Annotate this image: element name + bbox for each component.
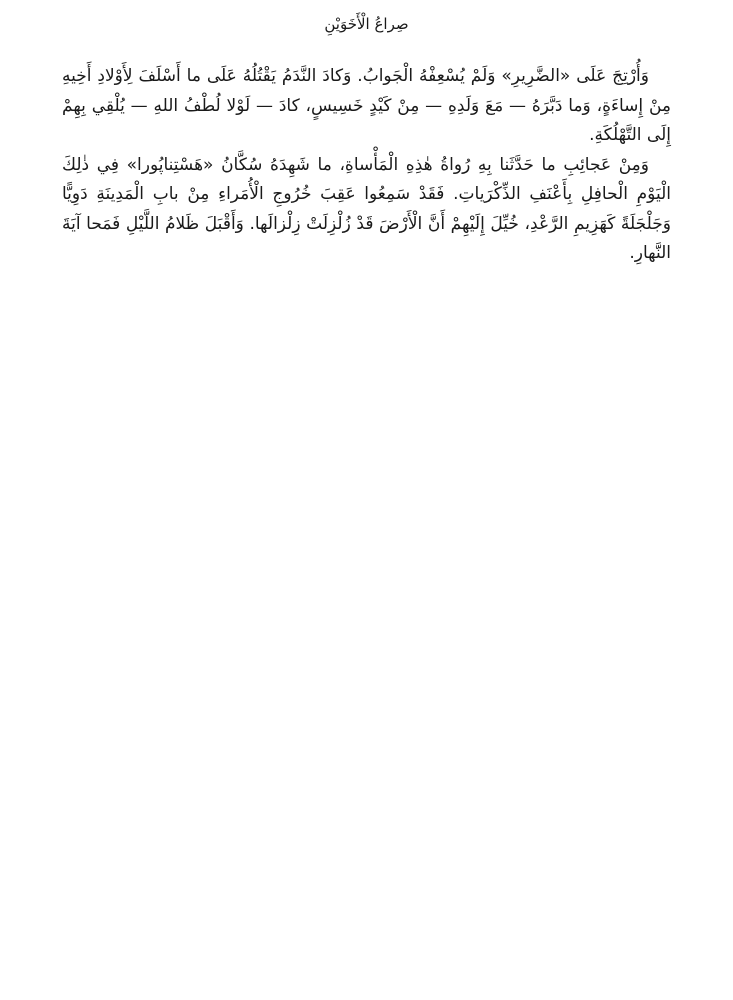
body-text	[62, 62, 671, 269]
paragraph-1: وَأُرْتِجَ عَلَى «الضَّرِيرِ» وَلَمْ يُسْعِفْهُ الْجَوابُ. وَكادَ النَّدَمُ يَقْتُلُهُ عَلَى ما أَسْلَفَ لِأَوْلادِ أَخِيهِ مِنْ إِساءَةٍ، وَما دَبَّرَهُ — مَعَ وَلَدِهِ — مِنْ كَيْدٍ خَسِيسٍ، كادَ — لَوْلا لُطْفُ اللهِ — يُلْقِي بِهِمْ إِلَى التَّهْلُكَةِ.	[62, 66, 671, 145]
running-header: صِراعُ الْأَخَوَيْنِ	[324, 15, 409, 33]
paragraph-2: وَمِنْ عَجائِبِ ما حَدَّثَنا بِهِ رُواةُ هٰذِهِ الْمَأْساةِ، ما شَهِدَهُ سُكَّانُ «هَسْتِناپُورا» فِي ذٰلِكَ الْيَوْمِ الْحافِلِ بِأَعْنَفِ الذِّكْرَياتِ. فَقَدْ سَمِعُوا عَقِبَ خُرُوجِ الْأُمَراءِ مِنْ بابِ الْمَدِينَةِ دَوِيًّا وَجَلْجَلَةً كَهَزِيمِ الرَّعْدِ، خُيِّلَ إِلَيْهِمْ أَنَّ الْأَرْضَ قَدْ زُلْزِلَتْ زِلْزالَها. وَأَقْبَلَ ظَلامُ اللَّيْلِ فَمَحا آيَةَ النَّهارِ.	[62, 154, 671, 263]
